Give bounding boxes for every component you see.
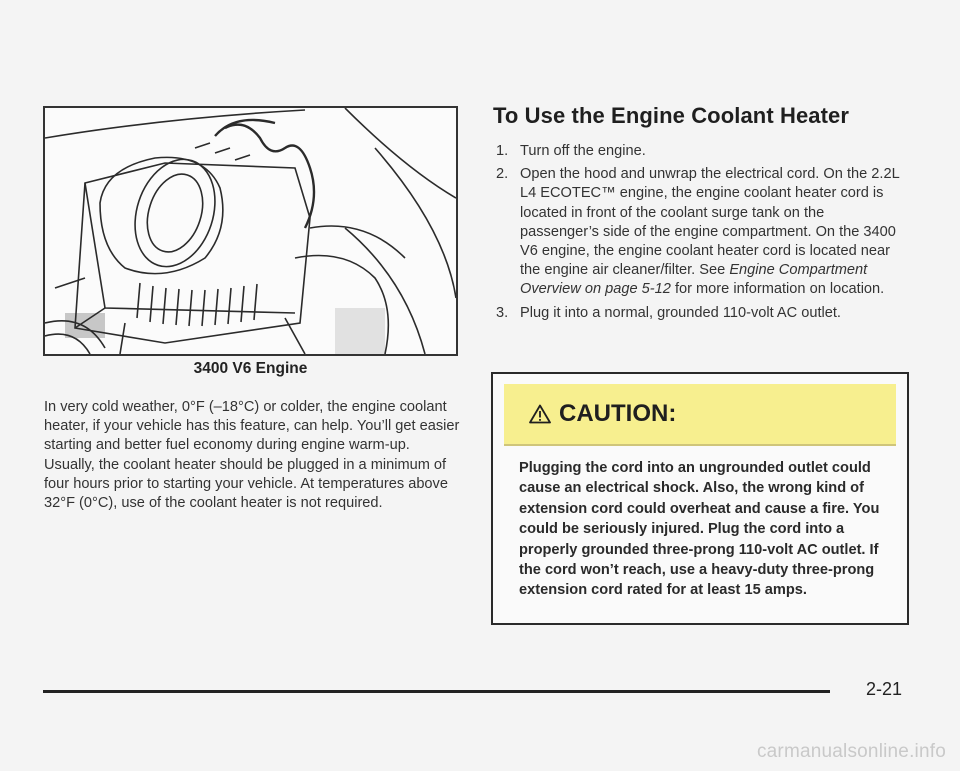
- step-item: [496, 304, 906, 323]
- step-text: Turn off the engine.: [520, 143, 646, 159]
- figure-caption: 3400 V6 Engine: [193, 360, 308, 377]
- engine-line-drawing: [45, 108, 456, 354]
- step-number: 2.: [496, 166, 509, 183]
- page-number: 2-21: [866, 679, 903, 699]
- engine-illustration: [43, 106, 458, 356]
- cross-reference-link-text: Engine Compartment Overview on page 5-12: [520, 262, 868, 298]
- steps-list: [496, 142, 906, 327]
- intro-paragraph: In very cold weather, 0°F (–18°C) or colder, the engine coolant heater, if your vehicle has this feature, can help. You’ll get easier starting and better fuel economy during engine warm-up. Usually, the coolant heater should be plugged in a minimum of four hours prior to starting your vehicle. At temperatures above 32°F (0°C), use of the coolant heater is not required.: [44, 399, 460, 512]
- caution-title-row: [529, 400, 676, 428]
- watermark: carmanualsonline.info: [756, 741, 946, 762]
- step-text: Open the hood and unwrap the electrical cord. On the 2.2L L4 ECOTEC™ engine, the engine coolant heater cord is located in front of the coolant surge tank on the passenger’s side of the engine compartment. On the 3400 V6 engine, the engine coolant heater cord is located near the engine air cleaner/filter. See: [520, 166, 900, 279]
- step-number: 1.: [496, 143, 509, 159]
- step-number: 3.: [496, 304, 509, 321]
- step-item: [496, 142, 906, 161]
- footer-rule: [43, 690, 830, 693]
- step-text: Plug it into a normal, grounded 110-volt AC outlet.: [520, 304, 841, 321]
- step-text-continued: for more information on location.: [670, 281, 885, 298]
- caution-header: [504, 384, 896, 446]
- caution-title: CAUTION:: [559, 400, 677, 427]
- step-item: [496, 165, 906, 299]
- section-heading: To Use the Engine Coolant Heater: [493, 103, 850, 128]
- caution-text: Plugging the cord into an ungrounded outlet could cause an electrical shock. Also, the wrong kind of extension cord could overheat and cause a fire. You could be seriously injured. Plug the cord into a properly grounded three-prong 110-volt AC outlet. If the cord won’t reach, use a heavy-duty three-prong extension cord rated for at least 15 amps.: [519, 460, 880, 599]
- warning-triangle-icon: [529, 404, 551, 424]
- caution-box: [491, 372, 909, 625]
